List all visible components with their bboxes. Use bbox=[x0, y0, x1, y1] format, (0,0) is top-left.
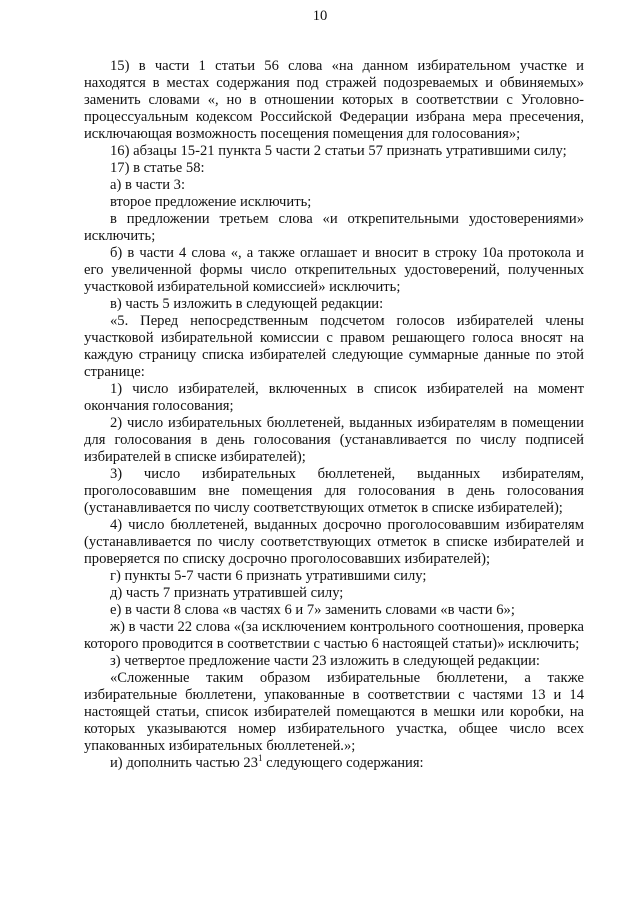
paragraph-subitem-d: д) часть 7 признать утратившей силу; bbox=[110, 585, 344, 601]
paragraph-item-15: 15) в части 1 статьи 56 слова «на данном избирательном участке и находятся в местах содержания под стражей подозреваемых и обвиняемых» заменить словами «, но в отношении которых в соответствии с Уголовно-процессуальным кодексом Российской Федерации избрана мера пресечения, исключающая возможность посещения помещения для голосования»; bbox=[84, 58, 584, 142]
paragraph-text: следующего содержания: bbox=[262, 755, 424, 771]
paragraph-point-2: 2) число избирательных бюллетеней, выданных избирателям в помещении для голосования в день голосования (устанавливается по числу подписей избирателей в списке избирателей); bbox=[84, 415, 584, 465]
paragraph-subitem-i bbox=[84, 755, 584, 772]
paragraph-subitem-a: а) в части 3: bbox=[110, 177, 186, 193]
paragraph-item-16: 16) абзацы 15-21 пункта 5 части 2 статьи 57 признать утратившими силу; bbox=[110, 143, 567, 159]
paragraph-subitem-zh: ж) в части 22 слова «(за исключением контрольного соотношения, проверка которого проводится в соответствии с частью 6 настоящей статьи)» исключить; bbox=[84, 619, 584, 652]
paragraph-point-3: 3) число избирательных бюллетеней, выданных избирателям, проголосовавшим вне помещения для голосования в день голосования (устанавливается по числу соответствующих отметок в списке избирателей); bbox=[84, 466, 584, 516]
paragraph-subitem-g: г) пункты 5-7 части 6 признать утратившими силу; bbox=[110, 568, 427, 584]
paragraph-quoted-sentence: «Сложенные таким образом избирательные бюллетени, а также избирательные бюллетени, упакованные в соответствии с частями 13 и 14 настоящей статьи, список избирателей помещаются в мешки или коробки, на которых указываются номер избирательного участка, общее число всех упакованных избирательных бюллетеней.»; bbox=[84, 670, 584, 754]
paragraph-text: и) дополнить частью 23 bbox=[110, 755, 259, 771]
paragraph-text: второе предложение исключить; bbox=[110, 194, 312, 210]
paragraph-item-17: 17) в статье 58: bbox=[110, 160, 205, 176]
paragraph-text: в предложении третьем слова «и открепительными удостоверениями» исключить; bbox=[84, 211, 584, 244]
paragraph-quoted-part-5: «5. Перед непосредственным подсчетом голосов избирателей члены участковой избирательной комиссии с правом решающего голоса вносят на каждую страницу списка избирателей следующие суммарные данные по этой странице: bbox=[84, 313, 584, 380]
page-number: 10 bbox=[312, 8, 328, 24]
paragraph-subitem-b: б) в части 4 слова «, а также оглашает и вносит в строку 10а протокола и его увеличенной формы число открепительных удостоверений, полученных участковой избирательной комиссией» исключить; bbox=[84, 245, 584, 295]
paragraph-point-1: 1) число избирателей, включенных в список избирателей на момент окончания голосования; bbox=[84, 381, 584, 414]
paragraph-subitem-v: в) часть 5 изложить в следующей редакции: bbox=[110, 296, 384, 312]
paragraph-point-4: 4) число бюллетеней, выданных досрочно проголосовавшим избирателям (устанавливается по числу соответствующих отметок в списке избирателей и проверяется по списку досрочно проголосовавших избирателей); bbox=[84, 517, 584, 567]
paragraph-subitem-e: е) в части 8 слова «в частях 6 и 7» заменить словами «в части 6»; bbox=[110, 602, 515, 618]
paragraph-subitem-z: з) четвертое предложение части 23 изложить в следующей редакции: bbox=[110, 653, 540, 669]
superscript-number: 1 bbox=[258, 753, 263, 764]
document-body bbox=[84, 58, 584, 772]
